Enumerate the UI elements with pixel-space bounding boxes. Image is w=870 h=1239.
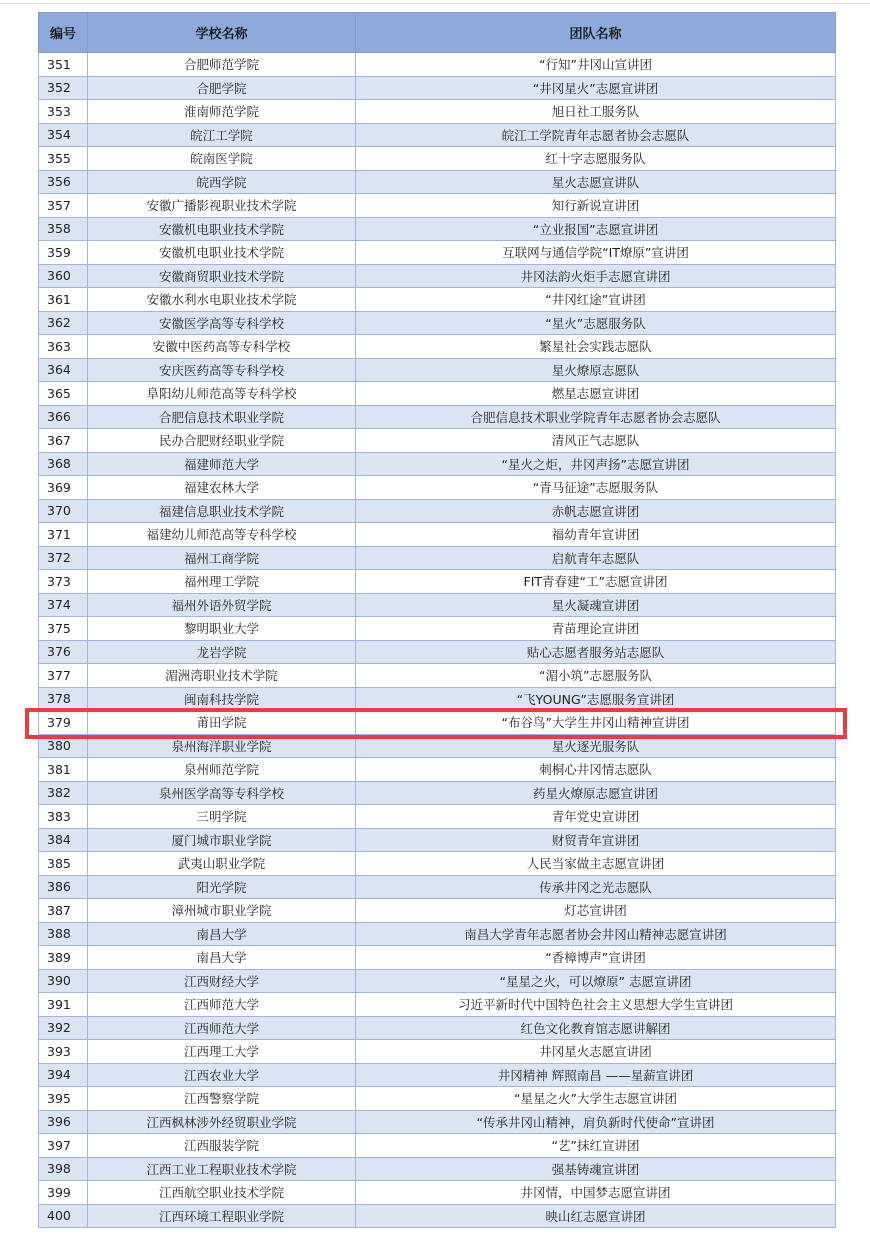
team-name-cell: “湄小筑”志愿服务队: [356, 664, 836, 688]
school-name-cell: 漳州城市职业学院: [88, 899, 356, 923]
school-name-cell: 阜阳幼儿师范高等专科学校: [88, 382, 356, 406]
school-name-cell: 合肥学院: [88, 76, 356, 100]
table-row: [39, 993, 836, 1017]
team-name-cell: 启航青年志愿队: [356, 546, 836, 570]
table-row: [39, 405, 836, 429]
table-row: [39, 170, 836, 194]
row-number: 375: [39, 617, 88, 641]
row-number: 366: [39, 405, 88, 429]
row-number: 368: [39, 452, 88, 476]
row-number: 356: [39, 170, 88, 194]
school-name-cell: 江西服装学院: [88, 1134, 356, 1158]
row-number: 382: [39, 781, 88, 805]
table-row: [39, 969, 836, 993]
school-name-cell: 福建信息职业技术学院: [88, 499, 356, 523]
school-name-cell: 黎明职业大学: [88, 617, 356, 641]
team-name-cell: 人民当家做主志愿宣讲团: [356, 852, 836, 876]
team-list-table-container: [38, 12, 835, 1228]
team-name-cell: “青马征途”志愿服务队: [356, 476, 836, 500]
row-number: 373: [39, 570, 88, 594]
team-name-cell: 赤帆志愿宣讲团: [356, 499, 836, 523]
table-row: [39, 123, 836, 147]
table-row: [39, 523, 836, 547]
table-row: [39, 570, 836, 594]
team-name-cell: 星火燎原志愿队: [356, 358, 836, 382]
table-row: [39, 758, 836, 782]
row-number: 383: [39, 805, 88, 829]
school-name-cell: 皖南医学院: [88, 147, 356, 171]
school-name-cell: 安庆医药高等专科学校: [88, 358, 356, 382]
row-number: 365: [39, 382, 88, 406]
team-name-cell: 刺桐心井冈情志愿队: [356, 758, 836, 782]
table-row: [39, 546, 836, 570]
school-name-cell: 福建师范大学: [88, 452, 356, 476]
row-number: 371: [39, 523, 88, 547]
team-name-cell: 财贸青年宣讲团: [356, 828, 836, 852]
team-name-cell: 习近平新时代中国特色社会主义思想大学生宣讲团: [356, 993, 836, 1017]
table-row: [39, 687, 836, 711]
table-body: [39, 53, 836, 1228]
header-number: 编号: [39, 13, 88, 53]
school-name-cell: 湄洲湾职业技术学院: [88, 664, 356, 688]
row-number: 367: [39, 429, 88, 453]
school-name-cell: 江西工业工程职业技术学院: [88, 1157, 356, 1181]
table-row: [39, 1110, 836, 1134]
table-row: [39, 264, 836, 288]
row-number: 369: [39, 476, 88, 500]
row-number: 379: [39, 711, 88, 735]
row-number: 390: [39, 969, 88, 993]
team-name-cell: 红十字志愿服务队: [356, 147, 836, 171]
team-name-cell: 旭日社工服务队: [356, 100, 836, 124]
school-name-cell: 江西师范大学: [88, 1016, 356, 1040]
table-row: [39, 194, 836, 218]
team-name-cell: “行知”井冈山宣讲团: [356, 53, 836, 77]
table-row: [39, 241, 836, 265]
school-name-cell: 泉州海洋职业学院: [88, 734, 356, 758]
row-number: 357: [39, 194, 88, 218]
header-team-name: 团队名称: [356, 13, 836, 53]
row-number: 352: [39, 76, 88, 100]
table-row: [39, 217, 836, 241]
team-name-cell: 井冈星火志愿宣讲团: [356, 1040, 836, 1064]
table-row: [39, 1040, 836, 1064]
team-name-cell: 井冈法韵火炬手志愿宣讲团: [356, 264, 836, 288]
team-name-cell: “星火之炬，井冈声扬”志愿宣讲团: [356, 452, 836, 476]
team-name-cell: “立业报国”志愿宣讲团: [356, 217, 836, 241]
team-name-cell: 星火逐光服务队: [356, 734, 836, 758]
row-number: 389: [39, 946, 88, 970]
team-name-cell: 红色文化教育馆志愿讲解团: [356, 1016, 836, 1040]
table-row: [39, 100, 836, 124]
school-name-cell: 莆田学院: [88, 711, 356, 735]
school-name-cell: 福州工商学院: [88, 546, 356, 570]
row-number: 391: [39, 993, 88, 1017]
table-row: [39, 1087, 836, 1111]
table-row: [39, 53, 836, 77]
row-number: 392: [39, 1016, 88, 1040]
row-number: 363: [39, 335, 88, 359]
row-number: 364: [39, 358, 88, 382]
school-name-cell: 江西环境工程职业学院: [88, 1204, 356, 1228]
school-name-cell: 合肥信息技术职业学院: [88, 405, 356, 429]
table-row: [39, 335, 836, 359]
team-name-cell: 强基铸魂宣讲团: [356, 1157, 836, 1181]
school-name-cell: 安徽广播影视职业技术学院: [88, 194, 356, 218]
row-number: 395: [39, 1087, 88, 1111]
school-name-cell: 安徽水利水电职业技术学院: [88, 288, 356, 312]
school-name-cell: 福建幼儿师范高等专科学校: [88, 523, 356, 547]
table-row: [39, 593, 836, 617]
row-number: 388: [39, 922, 88, 946]
school-name-cell: 安徽机电职业技术学院: [88, 241, 356, 265]
page-top-divider: [0, 3, 870, 4]
school-name-cell: 安徽医学高等专科学校: [88, 311, 356, 335]
row-number: 360: [39, 264, 88, 288]
school-name-cell: 淮南师范学院: [88, 100, 356, 124]
row-number: 359: [39, 241, 88, 265]
row-number: 399: [39, 1181, 88, 1205]
team-name-cell: 清风正气志愿队: [356, 429, 836, 453]
row-number: 386: [39, 875, 88, 899]
team-name-cell: 福幼青年宣讲团: [356, 523, 836, 547]
team-name-cell: 药星火燎原志愿宣讲团: [356, 781, 836, 805]
table-row: [39, 1063, 836, 1087]
school-name-cell: 江西警察学院: [88, 1087, 356, 1111]
table-row: [39, 1157, 836, 1181]
team-name-cell: “井冈星火”志愿宣讲团: [356, 76, 836, 100]
row-number: 377: [39, 664, 88, 688]
table-row: [39, 617, 836, 641]
row-number: 376: [39, 640, 88, 664]
row-number: 378: [39, 687, 88, 711]
school-name-cell: 厦门城市职业学院: [88, 828, 356, 852]
team-name-cell: FIT青春建“工”志愿宣讲团: [356, 570, 836, 594]
table-row: [39, 311, 836, 335]
school-name-cell: 福州外语外贸学院: [88, 593, 356, 617]
team-name-cell: “飞YOUNG”志愿服务宣讲团: [356, 687, 836, 711]
team-name-cell: 互联网与通信学院“IT燎原”宣讲团: [356, 241, 836, 265]
school-name-cell: 龙岩学院: [88, 640, 356, 664]
team-name-cell: 星火志愿宣讲队: [356, 170, 836, 194]
row-number: 354: [39, 123, 88, 147]
team-name-cell: 灯芯宣讲团: [356, 899, 836, 923]
row-number: 361: [39, 288, 88, 312]
table-row: [39, 429, 836, 453]
school-name-cell: 泉州医学高等专科学校: [88, 781, 356, 805]
table-row: [39, 875, 836, 899]
table-row: [39, 358, 836, 382]
row-number: 393: [39, 1040, 88, 1064]
team-name-cell: “香樟博声”宣讲团: [356, 946, 836, 970]
row-number: 351: [39, 53, 88, 77]
team-name-cell: 皖江工学院青年志愿者协会志愿队: [356, 123, 836, 147]
team-name-cell: 星火凝魂宣讲团: [356, 593, 836, 617]
school-name-cell: 江西财经大学: [88, 969, 356, 993]
table-row: [39, 828, 836, 852]
table-header-row: [39, 13, 836, 53]
team-name-cell: 井冈情，中国梦志愿宣讲团: [356, 1181, 836, 1205]
team-name-cell: “井冈红途”宣讲团: [356, 288, 836, 312]
school-name-cell: 福州理工学院: [88, 570, 356, 594]
table-row: [39, 147, 836, 171]
school-name-cell: 江西航空职业技术学院: [88, 1181, 356, 1205]
school-name-cell: 合肥师范学院: [88, 53, 356, 77]
school-name-cell: 武夷山职业学院: [88, 852, 356, 876]
team-name-cell: 南昌大学青年志愿者协会井冈山精神志愿宣讲团: [356, 922, 836, 946]
team-name-cell: 知行新说宣讲团: [356, 194, 836, 218]
row-number: 380: [39, 734, 88, 758]
header-school-name: 学校名称: [88, 13, 356, 53]
row-number: 374: [39, 593, 88, 617]
team-name-cell: “星星之火，可以燎原” 志愿宣讲团: [356, 969, 836, 993]
row-number: 353: [39, 100, 88, 124]
table-row: [39, 1016, 836, 1040]
row-number: 362: [39, 311, 88, 335]
team-name-cell: 繁星社会实践志愿队: [356, 335, 836, 359]
school-name-cell: 安徽机电职业技术学院: [88, 217, 356, 241]
team-name-cell: “传承井冈山精神，肩负新时代使命”宣讲团: [356, 1110, 836, 1134]
team-list-table: [38, 12, 836, 1228]
table-row: [39, 734, 836, 758]
table-row: [39, 899, 836, 923]
team-name-cell: “艺”抹红宣讲团: [356, 1134, 836, 1158]
school-name-cell: 三明学院: [88, 805, 356, 829]
school-name-cell: 江西农业大学: [88, 1063, 356, 1087]
row-number: 385: [39, 852, 88, 876]
row-number: 398: [39, 1157, 88, 1181]
team-name-cell: “星火”志愿服务队: [356, 311, 836, 335]
school-name-cell: 皖江工学院: [88, 123, 356, 147]
team-name-cell: “星星之火”大学生志愿宣讲团: [356, 1087, 836, 1111]
row-number: 358: [39, 217, 88, 241]
school-name-cell: 泉州师范学院: [88, 758, 356, 782]
school-name-cell: 安徽中医药高等专科学校: [88, 335, 356, 359]
team-name-cell: “布谷鸟”大学生井冈山精神宣讲团: [356, 711, 836, 735]
team-name-cell: 井冈精神 辉照南昌 ——星薪宣讲团: [356, 1063, 836, 1087]
table-row: [39, 852, 836, 876]
table-row: [39, 1181, 836, 1205]
table-row: [39, 781, 836, 805]
team-name-cell: 青苗理论宣讲团: [356, 617, 836, 641]
school-name-cell: 福建农林大学: [88, 476, 356, 500]
table-row: [39, 476, 836, 500]
school-name-cell: 江西理工大学: [88, 1040, 356, 1064]
team-name-cell: 传承井冈之光志愿队: [356, 875, 836, 899]
school-name-cell: 闽南科技学院: [88, 687, 356, 711]
team-name-cell: 青年党史宣讲团: [356, 805, 836, 829]
table-row: [39, 499, 836, 523]
row-number: 381: [39, 758, 88, 782]
row-number: 355: [39, 147, 88, 171]
row-number: 397: [39, 1134, 88, 1158]
row-number: 372: [39, 546, 88, 570]
school-name-cell: 南昌大学: [88, 946, 356, 970]
table-row: [39, 640, 836, 664]
school-name-cell: 阳光学院: [88, 875, 356, 899]
table-row: [39, 711, 836, 735]
row-number: 400: [39, 1204, 88, 1228]
school-name-cell: 南昌大学: [88, 922, 356, 946]
row-number: 396: [39, 1110, 88, 1134]
school-name-cell: 江西枫林涉外经贸职业学院: [88, 1110, 356, 1134]
table-row: [39, 1134, 836, 1158]
table-row: [39, 452, 836, 476]
table-row: [39, 288, 836, 312]
team-name-cell: 合肥信息技术职业学院青年志愿者协会志愿队: [356, 405, 836, 429]
table-row: [39, 946, 836, 970]
school-name-cell: 安徽商贸职业技术学院: [88, 264, 356, 288]
table-row: [39, 664, 836, 688]
school-name-cell: 皖西学院: [88, 170, 356, 194]
table-row: [39, 1204, 836, 1228]
table-row: [39, 76, 836, 100]
school-name-cell: 江西师范大学: [88, 993, 356, 1017]
team-name-cell: 贴心志愿者服务站志愿队: [356, 640, 836, 664]
table-row: [39, 922, 836, 946]
table-row: [39, 805, 836, 829]
table-row: [39, 382, 836, 406]
row-number: 370: [39, 499, 88, 523]
team-name-cell: 燃星志愿宣讲团: [356, 382, 836, 406]
school-name-cell: 民办合肥财经职业学院: [88, 429, 356, 453]
row-number: 384: [39, 828, 88, 852]
team-name-cell: 映山红志愿宣讲团: [356, 1204, 836, 1228]
row-number: 394: [39, 1063, 88, 1087]
row-number: 387: [39, 899, 88, 923]
